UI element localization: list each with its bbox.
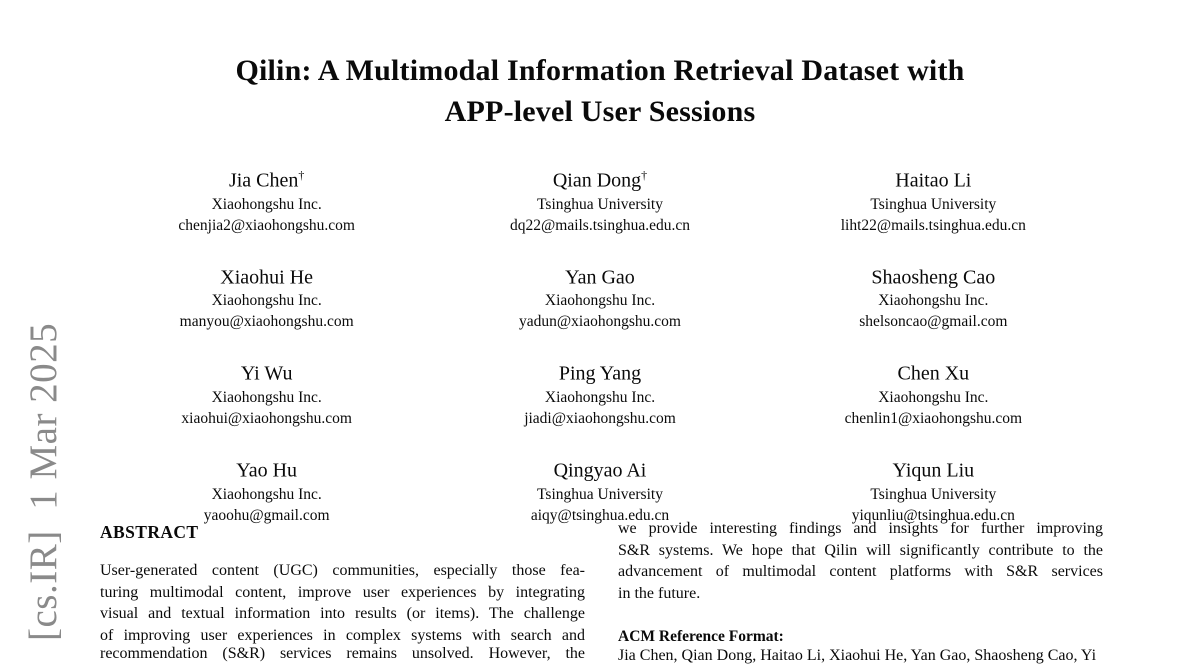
author-name: Yi Wu	[240, 362, 293, 385]
author-name: Xiaohui He	[220, 266, 314, 289]
abstract-line: User-generated content (UGC) communities, especially those fea-	[100, 562, 585, 579]
author-name: Haitao Li	[895, 169, 972, 192]
author-block	[767, 260, 1100, 334]
author-name: Yao Hu	[236, 459, 298, 482]
paper-title-line2: APP-level User Sessions	[444, 95, 756, 128]
author-email: aiqy@tsinghua.edu.cn	[530, 506, 670, 524]
body-line: in the future.	[618, 584, 701, 602]
author-affiliation: Tsinghua University	[537, 195, 663, 213]
abstract-line: turing multimodal content, improve user experiences by integrating	[100, 583, 585, 601]
author-email: chenjia2@xiaohongshu.com	[178, 216, 355, 234]
paper-title	[100, 50, 1100, 132]
body-line: advancement of multimodal content platforms with S&R services	[618, 563, 1103, 580]
author-email: yiqunliu@tsinghua.edu.cn	[851, 506, 1015, 524]
author-name: Shaosheng Cao	[871, 266, 996, 289]
author-affiliation: Tsinghua University	[537, 485, 663, 503]
arxiv-watermark: [cs.IR] 1 Mar 2025	[22, 322, 65, 641]
abstract-line: visual and textual information into results (or items). The challenge	[100, 605, 585, 622]
author-affiliation: Xiaohongshu Inc.	[211, 195, 322, 213]
author-email: manyou@xiaohongshu.com	[179, 313, 354, 331]
authors-grid	[100, 163, 1100, 527]
author-affiliation: Xiaohongshu Inc.	[211, 292, 322, 310]
author-affiliation: Xiaohongshu Inc.	[878, 292, 989, 310]
author-name: Qingyao Ai	[553, 459, 647, 482]
author-affiliation: Xiaohongshu Inc.	[878, 388, 989, 406]
author-name: Ping Yang	[558, 362, 642, 385]
body-line: S&R systems. We hope that Qilin will significantly contribute to the	[618, 541, 1103, 559]
two-column-body	[100, 514, 1103, 667]
author-email: xiaohui@xiaohongshu.com	[181, 409, 352, 427]
author-name: Jia Chen†	[228, 168, 305, 192]
author-mark: †	[641, 168, 648, 182]
author-affiliation: Xiaohongshu Inc.	[211, 485, 322, 503]
paper-title-line1: Qilin: A Multimodal Information Retrieval Dataset with	[235, 54, 965, 87]
author-email: shelsoncao@gmail.com	[859, 313, 1008, 331]
author-block	[767, 163, 1100, 237]
body-line: we provide interesting findings and insights for further improving	[618, 520, 1103, 537]
abstract-heading: ABSTRACT	[100, 522, 199, 542]
author-block	[100, 260, 433, 334]
abstract-column	[100, 514, 585, 667]
author-email: dq22@mails.tsinghua.edu.cn	[509, 216, 690, 234]
author-email: jiadi@xiaohongshu.com	[524, 409, 676, 427]
author-name: Qian Dong†	[552, 168, 648, 192]
author-email: chenlin1@xiaohongshu.com	[844, 409, 1023, 427]
acm-reference-partial-line: Jia Chen, Qian Dong, Haitao Li, Xiaohui He, Yan Gao, Shaosheng Cao, Yi	[618, 647, 1097, 664]
abstract-partial-line: recommendation (S&R) services remains unsolved. However, the	[100, 645, 585, 662]
author-email: liht22@mails.tsinghua.edu.cn	[840, 216, 1026, 234]
author-name: Yiqun Liu	[892, 459, 975, 482]
author-block	[767, 356, 1100, 430]
author-affiliation: Tsinghua University	[870, 485, 997, 503]
author-block	[433, 356, 766, 430]
author-email: yaoohu@gmail.com	[203, 506, 330, 524]
abstract-line: of improving user experiences in complex systems with search and	[100, 626, 585, 644]
author-affiliation: Xiaohongshu Inc.	[544, 388, 656, 406]
author-block	[433, 163, 766, 237]
author-affiliation: Xiaohongshu Inc.	[211, 388, 322, 406]
acm-reference-heading: ACM Reference Format:	[618, 628, 784, 645]
author-mark: †	[298, 168, 305, 182]
author-block	[100, 163, 433, 237]
right-column	[618, 514, 1103, 667]
author-block	[433, 260, 766, 334]
author-name: Chen Xu	[897, 362, 970, 385]
author-affiliation: Tsinghua University	[870, 195, 997, 213]
author-email: yadun@xiaohongshu.com	[519, 313, 681, 331]
author-block	[100, 356, 433, 430]
author-name: Yan Gao	[565, 266, 635, 289]
author-affiliation: Xiaohongshu Inc.	[544, 292, 656, 310]
